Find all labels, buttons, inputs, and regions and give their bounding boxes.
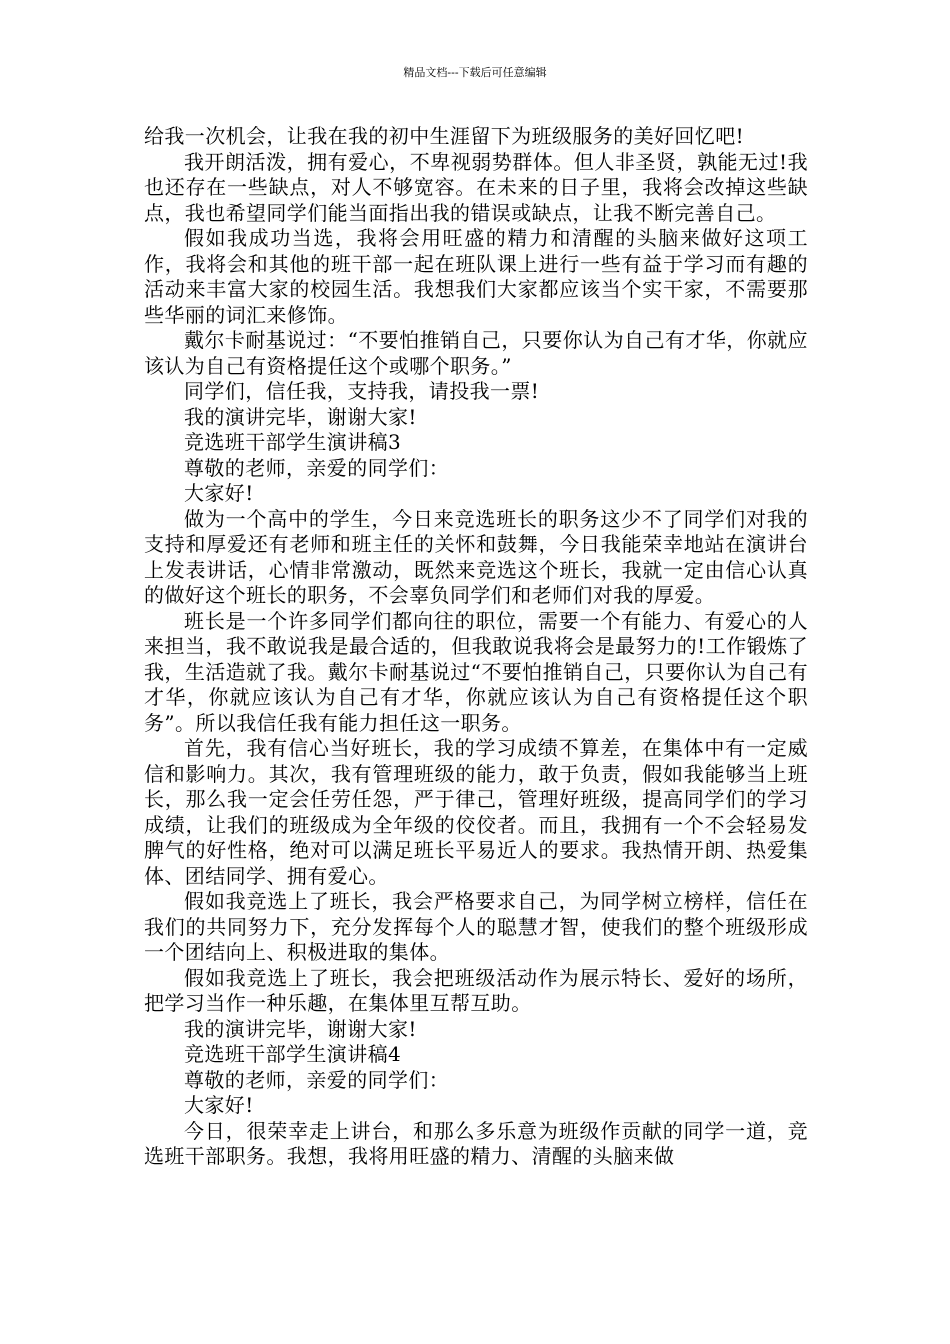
paragraph: 首先，我有信心当好班长，我的学习成绩不算差，在集体中有一定威信和影响力。其次，我有管理班级的能力，敢于负责，假如我能够当上班长，那么我一定会任劳任怨，严于律己，管理好班级，提高同学们的学习成绩，让我们的班级成为全年级的佼佼者。而且，我拥有一个不会轻易发脾气的好性格，绝对可以满足班长平易近人的要求。我热情开朗、热爱集体、团结同学、拥有爱心。 bbox=[144, 736, 808, 888]
paragraph: 同学们，信任我，支持我，请投我一票! bbox=[184, 379, 540, 403]
paragraph: 给我一次机会，让我在我的初中生涯留下为班级服务的美好回忆吧! bbox=[144, 124, 745, 148]
salutation: 尊敬的老师，亲爱的同学们： bbox=[184, 1067, 450, 1092]
page-header: 精品文档---下载后可任意编辑 bbox=[403, 66, 547, 79]
paragraph: 我开朗活泼，拥有爱心，不卑视弱势群体。但人非圣贤，孰能无过!我也还存在一些缺点，对人不够宽容。在未来的日子里，我将会改掉这些缺点，我也希望同学们能当面指出我的错误或缺点，让我不断完善自己。 bbox=[144, 149, 808, 225]
paragraph: 我的演讲完毕，谢谢大家! bbox=[184, 404, 417, 429]
section-title: 竞选班干部学生演讲稿3 bbox=[184, 430, 402, 454]
paragraph: 今日，很荣幸走上讲台，和那么多乐意为班级作贡献的同学一道，竞选班干部职务。我想，我将用旺盛的精力、清醒的头脑来做 bbox=[144, 1118, 808, 1168]
paragraph: 我的演讲完毕，谢谢大家! bbox=[184, 1016, 417, 1041]
salutation: 尊敬的老师，亲爱的同学们： bbox=[184, 455, 450, 480]
section-title: 竞选班干部学生演讲稿4 bbox=[184, 1042, 402, 1066]
paragraph: 做为一个高中的学生，今日来竞选班长的职务这少不了同学们对我的支持和厚爱还有老师和班主任的关怀和鼓舞，今日我能荣幸地站在演讲台上发表讲话，心情非常激动，既然来竞选这个班长，我就一定由信心认真的做好这个班长的职务，不会辜负同学们和老师们对我的厚爱。 bbox=[144, 506, 808, 607]
paragraph: 假如我竞选上了班长，我会严格要求自己，为同学树立榜样，信任在我们的共同努力下，充分发挥每个人的聪慧才智，使我们的整个班级形成一个团结向上、积极进取的集体。 bbox=[144, 889, 808, 964]
paragraph: 假如我竞选上了班长，我会把班级活动作为展示特长、爱好的场所，把学习当作一种乐趣，在集体里互帮互助。 bbox=[144, 965, 808, 1015]
document-body bbox=[144, 124, 808, 1170]
paragraph: 假如我成功当选，我将会用旺盛的精力和清醒的头脑来做好这项工作，我将会和其他的班干部一起在班队课上进行一些有益于学习而有趣的活动来丰富大家的校园生活。我想我们大家都应该当个实干家，不需要那些华丽的词汇来修饰。 bbox=[144, 226, 808, 327]
greeting: 大家好! bbox=[184, 1093, 254, 1117]
greeting: 大家好! bbox=[184, 481, 254, 505]
paragraph: 班长是一个许多同学们都向往的职位，需要一个有能力、有爱心的人来担当，我不敢说我是最合适的，但我敢说我将会是最努力的!工作锻炼了我，生活造就了我。戴尔卡耐基说过“不要怕推销自己，只要你认为自己有才华，你就应该认为自己有才华，你就应该认为自己有资格提任这个职务”。所以我信任我有能力担任这一职务。 bbox=[144, 608, 808, 735]
paragraph: 戴尔卡耐基说过：“不要怕推销自己，只要你认为自己有才华，你就应该认为自己有资格提任这个或哪个职务。” bbox=[144, 328, 808, 378]
